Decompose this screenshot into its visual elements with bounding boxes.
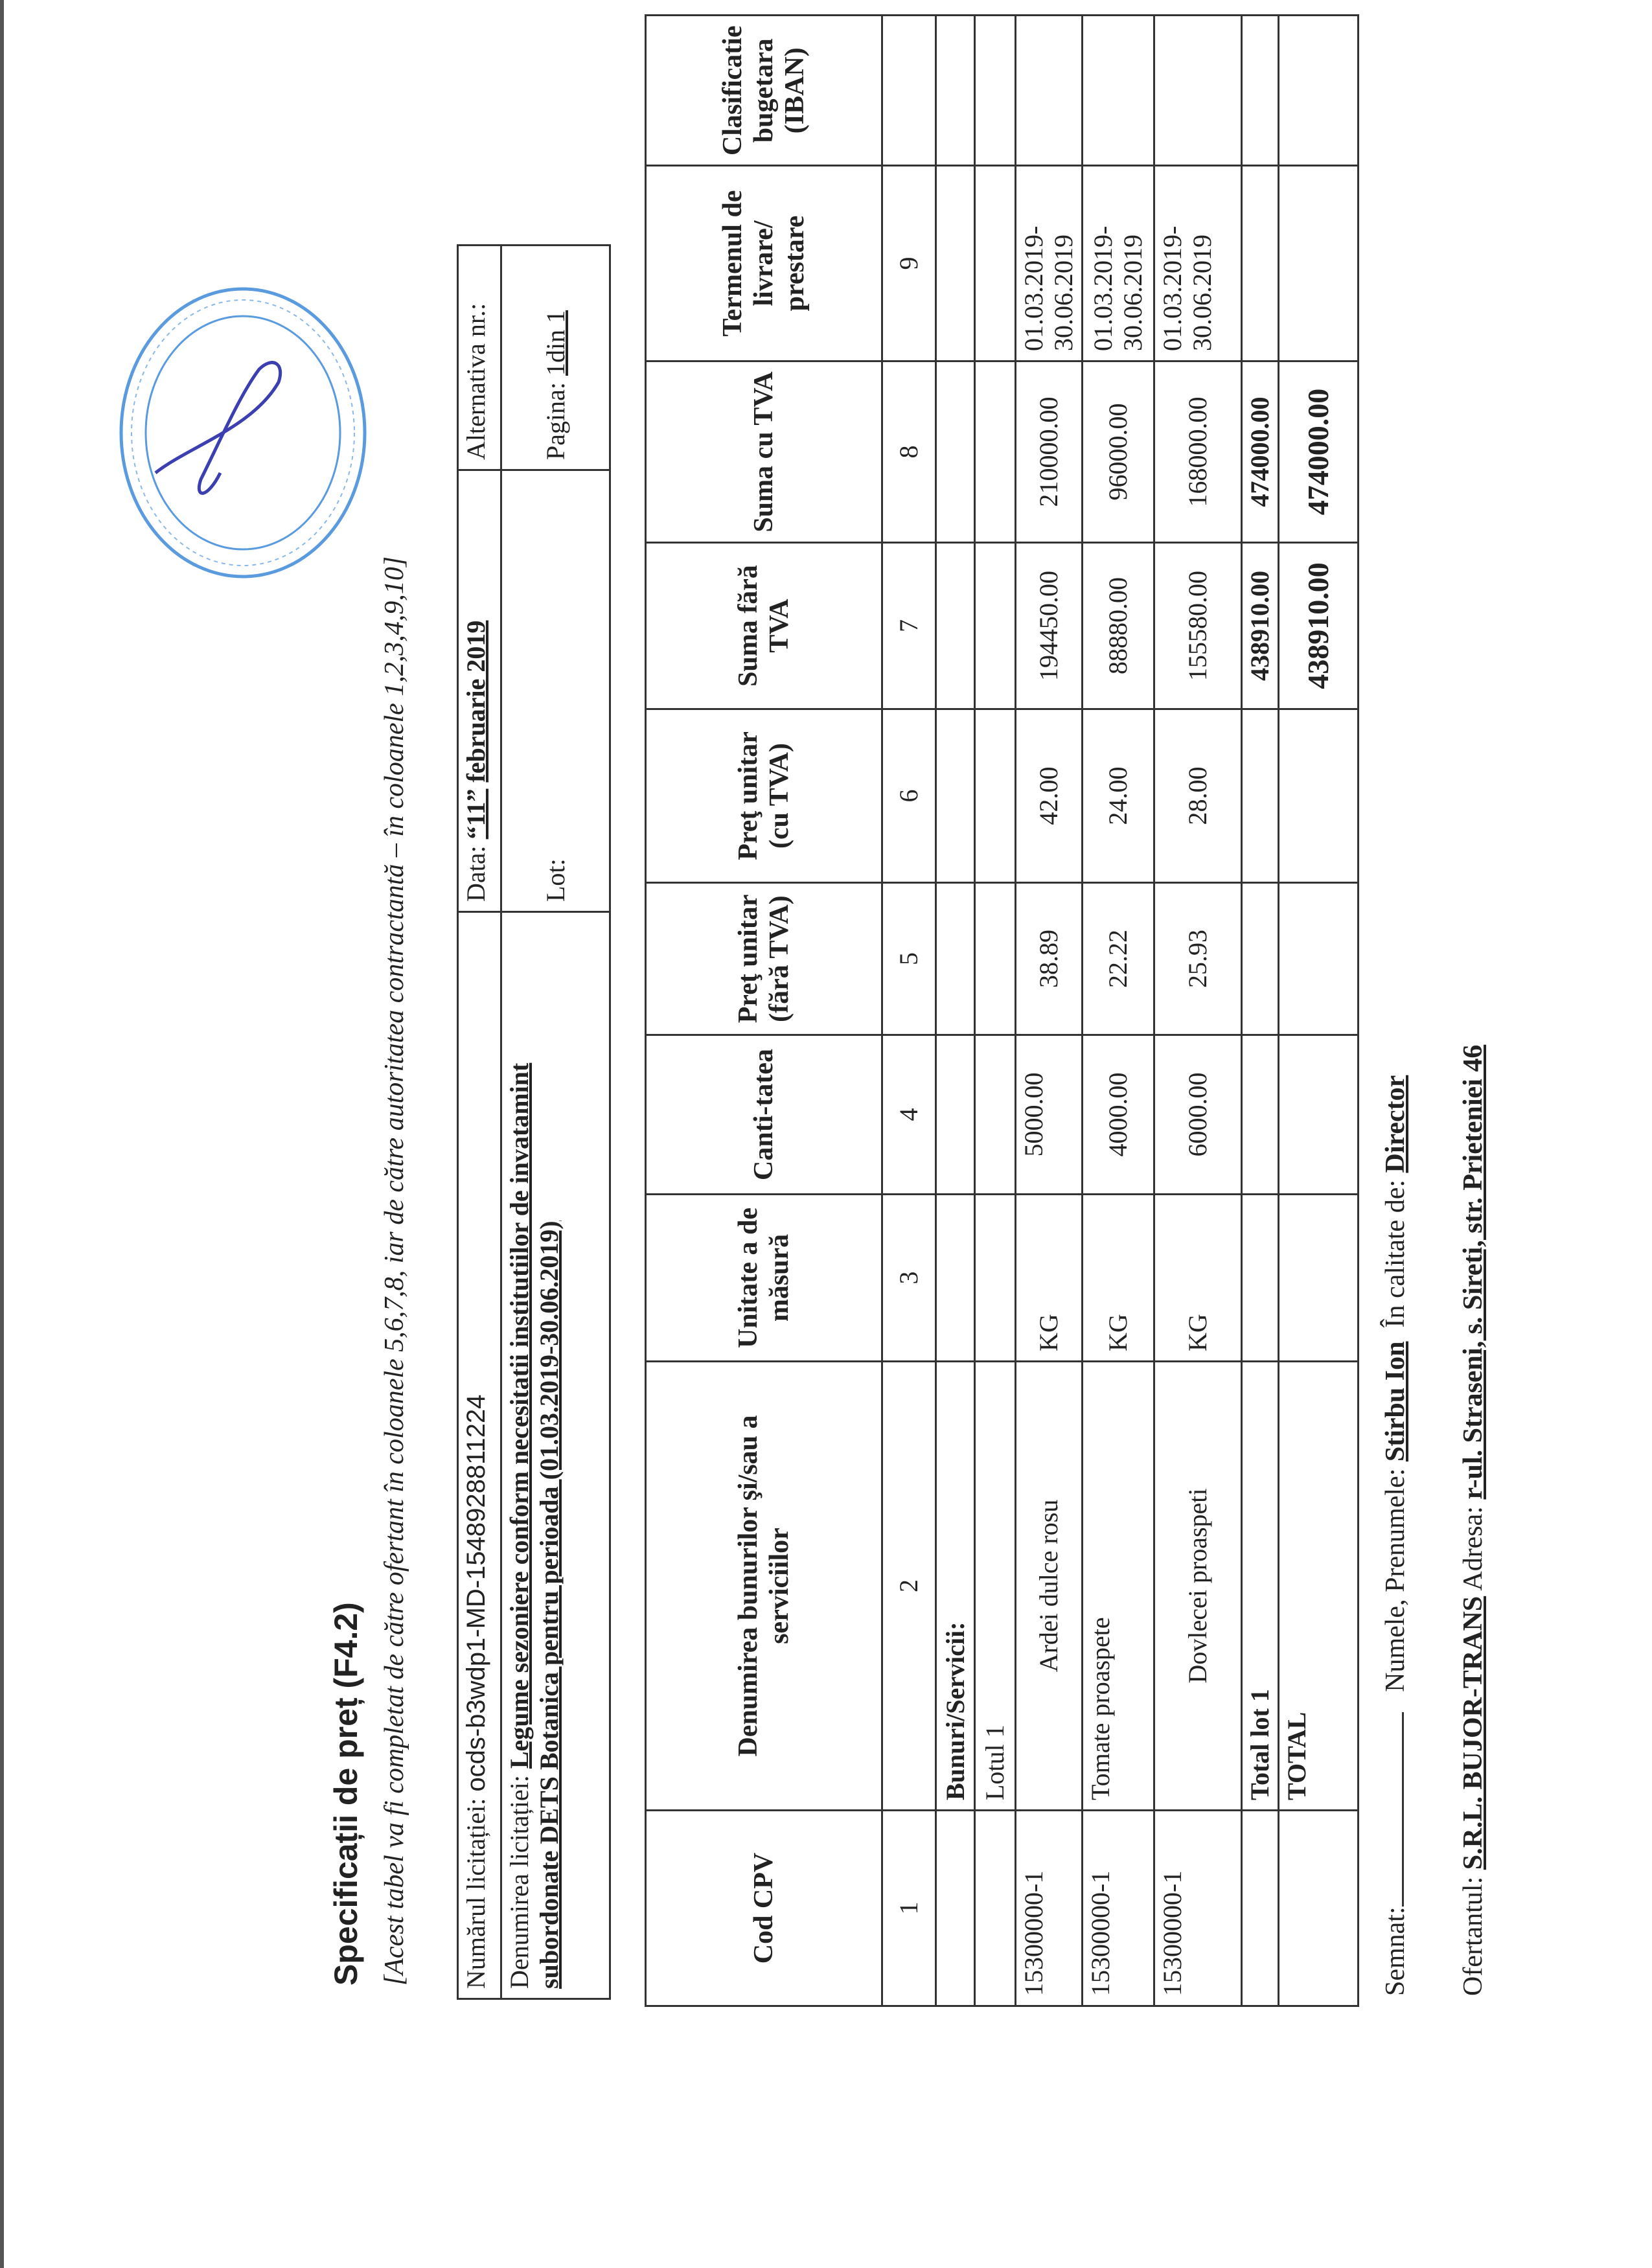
lot-label: Lot: <box>540 858 570 902</box>
total-row <box>1279 16 1359 2006</box>
date-cell <box>458 470 501 912</box>
column-number: 4 <box>882 1035 936 1195</box>
quantity: 4000.00 <box>1083 1035 1154 1195</box>
sum-no-vat: 155580.00 <box>1154 543 1242 709</box>
term-start: 01.03.2019- <box>1019 225 1048 351</box>
item-name: Dovlecei proaspeti <box>1154 1362 1242 1811</box>
column-header: Unitate a de măsură <box>646 1195 882 1362</box>
page-cell <box>501 246 610 470</box>
column-number: 3 <box>882 1195 936 1362</box>
position-value: Director <box>1381 1075 1410 1173</box>
lot-name: Lotul 1 <box>975 1362 1016 1811</box>
sum-vat: 210000.00 <box>1016 361 1083 543</box>
term-start: 01.03.2019- <box>1158 225 1187 351</box>
signed-label: Semnat: <box>1381 1907 1410 1996</box>
page-value: 1din 1 <box>540 310 570 376</box>
page-label: Pagina: <box>540 382 570 460</box>
address-label: Adresa: <box>1458 1506 1488 1591</box>
unit: KG <box>1154 1195 1242 1362</box>
lot-cell <box>501 470 610 912</box>
table-row <box>1083 16 1154 2006</box>
page-title: Specificații de preț (F4.2) <box>328 1602 364 1986</box>
signature-line <box>1380 1075 1411 1996</box>
cpv-code: 15300000-1 <box>1083 1811 1154 2006</box>
tender-number-cell <box>458 912 501 1999</box>
delivery-term <box>1083 166 1154 361</box>
date-rest: februarie 2019 <box>461 620 490 783</box>
column-number <box>882 16 936 166</box>
unit-price-no-vat: 25.93 <box>1154 883 1242 1035</box>
cpv-code: 15300000-1 <box>1154 1811 1242 2006</box>
price-specification-table <box>645 14 1359 2007</box>
tender-name-cell <box>501 912 610 1999</box>
unit: KG <box>1083 1195 1154 1362</box>
section-row <box>936 16 975 2006</box>
item-name: Tomate proaspete <box>1083 1362 1154 1811</box>
delivery-term <box>1016 166 1083 361</box>
column-number: 5 <box>882 883 936 1035</box>
term-start: 01.03.2019- <box>1088 225 1118 351</box>
cpv-code: 15300000-1 <box>1016 1811 1083 2006</box>
column-number-row <box>882 16 936 2006</box>
total-lot-label: Total lot 1 <box>1242 1362 1279 1811</box>
table-row <box>1154 16 1242 2006</box>
alternative-cell <box>458 246 501 470</box>
term-end: 30.06.2019 <box>1049 235 1078 351</box>
tender-number-value: ocds-b3wdp1-MD-1548928811224 <box>462 1394 490 1792</box>
column-number: 8 <box>882 361 936 543</box>
bidder-line <box>1458 1045 1489 1996</box>
table-header-row <box>646 16 882 2006</box>
column-number: 2 <box>882 1362 936 1811</box>
alternative-label: Alternativa nr.: <box>461 303 490 460</box>
term-end: 30.06.2019 <box>1118 235 1147 351</box>
signature-blank <box>1402 1712 1404 1907</box>
name-label: Numele, Prenumele: <box>1381 1468 1410 1692</box>
table-row <box>1016 16 1083 2006</box>
section-label: Bunuri/Servicii: <box>936 1362 975 1811</box>
column-header: Clasificatie bugetara (IBAN) <box>646 16 882 166</box>
unit-price-no-vat: 22.22 <box>1083 883 1154 1035</box>
sum-vat: 96000.00 <box>1083 361 1154 543</box>
unit-price-vat: 28.00 <box>1154 709 1242 883</box>
column-number: 9 <box>882 166 936 361</box>
total-lot-no-vat: 438910.00 <box>1242 543 1279 709</box>
sum-vat: 168000.00 <box>1154 361 1242 543</box>
tender-header-table <box>457 244 611 2000</box>
column-number: 6 <box>882 709 936 883</box>
bidder-label: Ofertantul: <box>1458 1876 1488 1996</box>
column-header: Suma fără TVA <box>646 543 882 709</box>
position-label: În calitate de: <box>1381 1179 1410 1328</box>
sum-no-vat: 88880.00 <box>1083 543 1154 709</box>
unit: KG <box>1016 1195 1083 1362</box>
column-header: Cod CPV <box>646 1811 882 2006</box>
page-subtitle: [Acest tabel va fi completat de către ofertant în coloanele 5,6,7,8, iar de către autoritatea contractantă – în coloanele 1,2,3,4,9,10] <box>380 556 409 1986</box>
address-value: r-ul. Straseni, s. Sireti, str. Prieteniei 46 <box>1458 1044 1488 1500</box>
lot-row <box>975 16 1016 2006</box>
total-vat: 474000.00 <box>1279 361 1359 543</box>
tender-name-label: Denumirea licitației: <box>505 1775 534 1989</box>
unit-price-vat: 42.00 <box>1016 709 1083 883</box>
unit-price-no-vat: 38.89 <box>1016 883 1083 1035</box>
sum-no-vat: 194450.00 <box>1016 543 1083 709</box>
column-header: Suma cu TVA <box>646 361 882 543</box>
name-value: Stirbu Ion <box>1381 1341 1410 1462</box>
total-label: TOTAL <box>1279 1362 1359 1811</box>
quantity: 5000.00 <box>1016 1035 1083 1195</box>
column-header: Canti-tatea <box>646 1035 882 1195</box>
tender-number-label: Numărul licitației: <box>461 1798 490 1989</box>
date-day: “11” <box>461 788 490 840</box>
unit-price-vat: 24.00 <box>1083 709 1154 883</box>
column-header: Termenul de livrare/ prestare <box>646 166 882 361</box>
delivery-term <box>1154 166 1242 361</box>
total-lot-row <box>1242 16 1279 2006</box>
item-name: Ardei dulce rosu <box>1016 1362 1083 1811</box>
bidder-value: S.R.L. BUJOR-TRANS <box>1458 1596 1488 1870</box>
column-header: Preţ unitar (fără TVA) <box>646 883 882 1035</box>
date-label: Data: <box>461 845 490 902</box>
total-lot-vat: 474000.00 <box>1242 361 1279 543</box>
tender-name-value: Legume sezoniere conform necesitatii institutiilor de invatamint subordonate DETS Botanica pentru perioada (01.03.2019-30.06.2019) <box>505 1062 564 1989</box>
column-header: Preţ unitar (cu TVA) <box>646 709 882 883</box>
column-header: Denumirea bunurilor şi/sau a serviciilor <box>646 1362 882 1811</box>
quantity: 6000.00 <box>1154 1035 1242 1195</box>
total-no-vat: 438910.00 <box>1279 543 1359 709</box>
column-number: 7 <box>882 543 936 709</box>
column-number: 1 <box>882 1811 936 2006</box>
term-end: 30.06.2019 <box>1187 235 1217 351</box>
